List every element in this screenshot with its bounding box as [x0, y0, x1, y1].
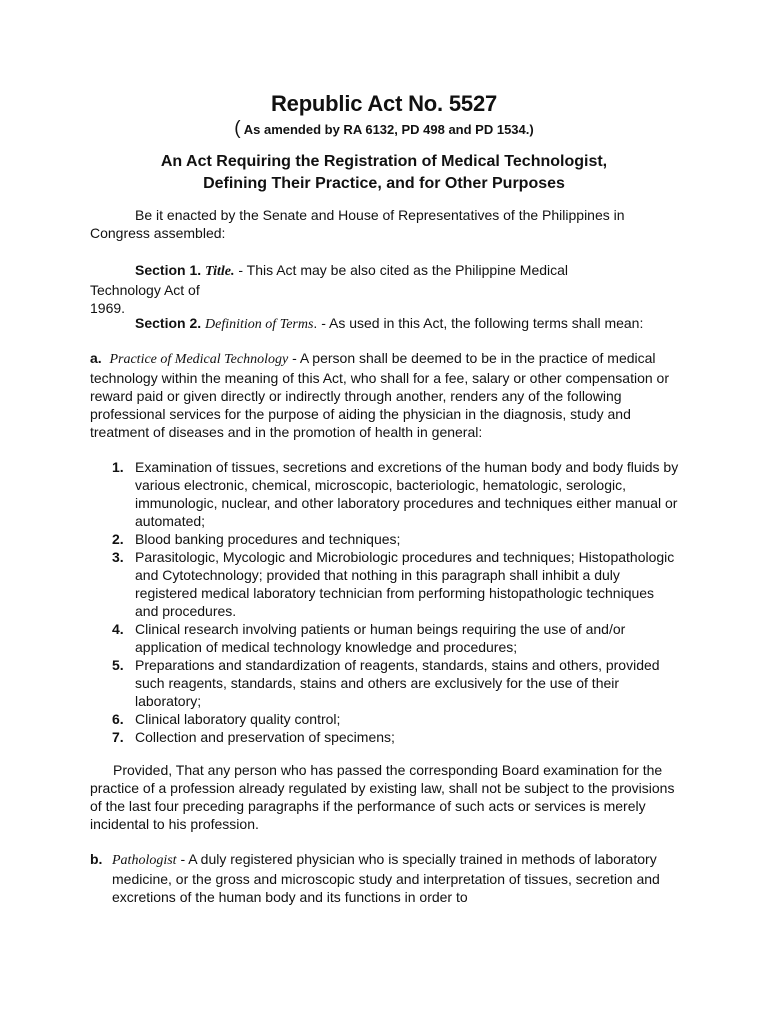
section-1-text-line2: Technology Act of	[90, 282, 200, 298]
section-1-term-dot: .	[230, 264, 235, 279]
definition-a-text: - A person shall be deemed to be in the practice of medical technology within the meaning of this Act, who shall for a fee, salary or other compensation or reward paid or given directly or indirectly through another, renders any of the following professional services for the purpose of aiding the physician in the diagnosis, study and treatment of diseases and in the promotion of health in general:	[90, 350, 669, 440]
list-item-number: 4.	[112, 621, 124, 637]
section-1-term-text: Title	[205, 264, 231, 279]
list-item-text: Collection and preservation of specimens;	[135, 729, 395, 745]
section-2-text: . - As used in this Act, the following terms shall mean:	[313, 315, 644, 331]
list-item	[90, 620, 680, 656]
act-heading-line2: Defining Their Practice, and for Other Purposes	[203, 175, 565, 192]
list-item-text: Parasitologic, Mycologic and Microbiologic procedures and techniques; Histopathologic and Cytotechnology; provided that nothing in this paragraph shall inhibit a duly registered medical laboratory technician from performing histopathologic techniques and procedures.	[135, 549, 675, 619]
list-item-number: 7.	[112, 729, 124, 745]
section-2-term: Definition of Terms	[205, 317, 314, 332]
list-item	[90, 458, 680, 530]
section-2	[90, 314, 680, 334]
definition-a-term: Practice of Medical Technology	[109, 352, 289, 367]
section-1	[90, 261, 680, 317]
proviso-paragraph: Provided, That any person who has passed the corresponding Board examination for the practice of a profession already regulated by existing law, shall not be subject to the provisions of the last four preceding paragraphs if the performance of such acts or services is merely incidental to his profession.	[90, 762, 675, 832]
list-item-text: Clinical laboratory quality control;	[135, 711, 341, 727]
list-item	[90, 548, 680, 620]
services-list	[90, 458, 680, 746]
section-1-text-line3: 1969.	[90, 300, 126, 316]
list-item-text: Blood banking procedures and techniques;	[135, 531, 401, 547]
definition-a	[90, 349, 680, 441]
subtitle-text: As amended by RA 6132, PD 498 and PD 1534.)	[243, 122, 534, 137]
section-1-text-line1: - This Act may be also cited as the Philippine Medical	[234, 262, 569, 278]
enacting-clause: Be it enacted by the Senate and House of Representatives of the Philippines in Congress assembled:	[90, 207, 625, 241]
list-item-number: 1.	[112, 459, 124, 475]
list-item-number: 3.	[112, 549, 124, 565]
definition-a-letter: a.	[90, 350, 102, 366]
section-1-term	[205, 264, 234, 279]
section-2-label: Section 2.	[135, 315, 202, 331]
document-subtitle	[0, 118, 768, 141]
list-item	[90, 530, 680, 548]
list-item-number: 5.	[112, 657, 124, 673]
definition-b-term: Pathologist	[112, 853, 177, 868]
definition-b-letter: b.	[90, 851, 103, 867]
list-item	[90, 656, 680, 710]
definition-b	[112, 850, 682, 906]
list-item-text: Preparations and standardization of reagents, standards, stains and others, provided such reagents, standards, stains and others are exclusively for the use of their laboratory;	[135, 657, 660, 709]
definition-b-text: - A duly registered physician who is specially trained in methods of laboratory medicine, or the gross and microscopic study and interpretation of tissues, secretion and excretions of the human body and its functions in order to	[112, 851, 660, 905]
act-heading	[0, 151, 768, 195]
list-item-text: Clinical research involving patients or human beings requiring the use of and/or application of medical technology knowledge and procedures;	[135, 621, 626, 655]
list-item-number: 6.	[112, 711, 124, 727]
document-title: Republic Act No. 5527	[270, 91, 498, 116]
list-item-number: 2.	[112, 531, 124, 547]
list-item-text: Examination of tissues, secretions and excretions of the human body and body fluids by various electronic, chemical, microscopic, bacteriologic, hematologic, serologic, immunologic, nuclear, and other laboratory procedures and techniques either manual or automated;	[135, 459, 679, 529]
subtitle-paren: (	[234, 118, 241, 139]
act-heading-line1: An Act Requiring the Registration of Medical Technologist,	[160, 153, 608, 170]
section-1-label: Section 1.	[135, 262, 202, 278]
list-item	[90, 710, 680, 728]
list-item	[90, 728, 680, 746]
